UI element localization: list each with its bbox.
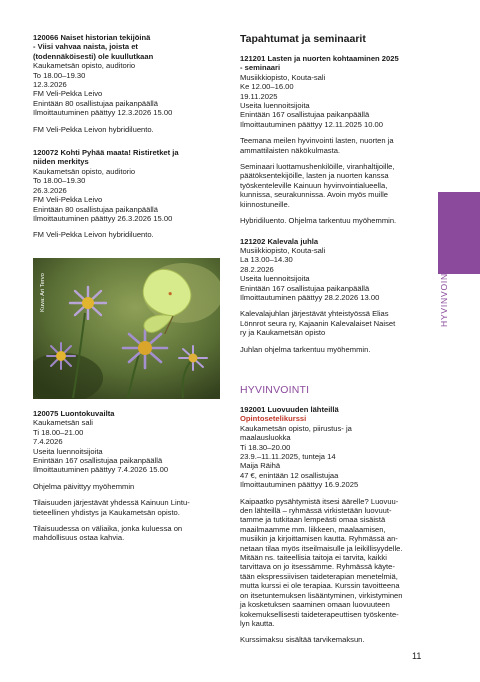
event-note: FM Veli-Pekka Leivon hybridiluento. <box>33 124 154 134</box>
event-description: Kaipaatko pysähtymistä itsesi äärelle? Luovuu- den lähteillä – ryhmässä virkistetään luovuut- tamme ja tutkitaan lempeästi omaa sisäistä maailmaamme mm. liikkeen, maalaamisen, musiikin ja kirjoittamisen kautta. Ryhmässä an- netaan tilaa myös itseilmaisulle ja leikillisyydelle. Mitään ns. taiteellisia taitoja ei tarvita, kaikki tarvittava on jo itsessämme. Ryhmässä käyte- tään ekspressiivisen taideterapian menetelmiä, mutta kurssi ei ole terapiaa. Kurssin tavoitteena on itsetuntemuksen lisääntyminen, virkistyminen ja kosketuksen saaminen omaan luovuuteen kokemuksellisesti taideterapeuttisen työskente- lyn kautta. <box>240 496 403 628</box>
event-time: To 18.00–19.30 <box>33 70 86 80</box>
event-lecturer: FM Veli-Pekka Leivo <box>33 195 103 205</box>
event-capacity: Enintään 167 osallistujaa paikanpäällä <box>240 110 370 120</box>
event-price: 47 €, enintään 12 osallistujaa <box>240 470 339 480</box>
event-title: 121201 Lasten ja nuorten kohtaaminen 2025 - seminaari <box>240 54 399 73</box>
event-teacher: Maija Räihä <box>240 461 281 471</box>
event-note: FM Veli-Pekka Leivon hybridiluento. <box>33 230 154 240</box>
event-120072 <box>33 148 223 240</box>
section-title-events: Tapahtumat ja seminaarit <box>240 33 366 45</box>
left-column-bottom <box>33 409 223 551</box>
course-voucher-label: Opintosetelikurssi <box>240 414 307 424</box>
event-dates: 23.9.–11.11.2025, tunteja 14 <box>240 452 336 461</box>
event-location: Musiikkiopisto, Kouta-sali <box>240 72 326 82</box>
event-time: La 13.00–14.30 <box>240 255 293 265</box>
event-location: Kaukametsän opisto, auditorio <box>33 166 136 176</box>
event-location: Kaukametsän sali <box>33 418 93 428</box>
event-lecturer: Useita luennoitsijoita <box>240 101 310 111</box>
event-deadline: Ilmoittautuminen päättyy 12.11.2025 10.00 <box>240 119 383 129</box>
event-deadline: Ilmoittautuminen päättyy 16.9.2025 <box>240 480 359 490</box>
event-lecturer: Useita luennoitsijoita <box>33 446 103 456</box>
event-capacity: Enintään 167 osallistujaa paikanpäällä <box>33 456 163 466</box>
event-location-room: maalausluokka <box>240 433 291 443</box>
event-note: Hybridiluento. Ohjelma tarkentuu myöhemmin. <box>240 216 397 226</box>
event-fee-note: Kurssimaksu sisältää tarvikemaksun. <box>240 635 365 645</box>
event-title: 192001 Luovuuden lähteillä <box>240 404 339 414</box>
event-time: Ti 18.00–21.00 <box>33 427 84 437</box>
photo-credit: Kuva: Ari Tervo <box>40 273 46 312</box>
left-column <box>33 33 223 248</box>
event-intermission: Tilaisuudessa on väliaika, jonka kuluessa on mahdollisuus ostaa kahvia. <box>33 524 183 543</box>
event-capacity: Enintään 80 osallistujaa paikanpäällä <box>33 204 158 214</box>
event-organizers: Tilaisuuden järjestävät yhdessä Kainuun Lintu- tieteellinen yhdistys ja Kaukametsän opisto. <box>33 498 190 517</box>
event-title: 120066 Naiset historian tekijöinä - Viisi vahvaa naista, joista et (todennäköisesti) ole kuullutkaan <box>33 33 154 61</box>
event-lecturer: FM Veli-Pekka Leivo <box>33 89 103 99</box>
event-time: Ke 12.00–16.00 <box>240 82 294 92</box>
event-location: Kaukametsän opisto, piirustus- ja <box>240 423 352 433</box>
event-note: Juhlan ohjelma tarkentuu myöhemmin. <box>240 344 371 354</box>
butterfly-photo <box>33 258 220 399</box>
event-192001 <box>240 405 416 645</box>
event-lecturer: Useita luennoitsijoita <box>240 274 310 284</box>
event-date: 26.3.2026 <box>33 185 67 195</box>
event-title: 120075 Luontokuvailta <box>33 409 115 418</box>
event-note: Ohjelma päivittyy myöhemmin <box>33 481 135 491</box>
event-time: To 18.00–19.30 <box>33 176 86 186</box>
event-time: Ti 18.30–20.00 <box>240 442 291 452</box>
event-title: 121202 Kalevala juhla <box>240 236 319 246</box>
butterfly-on-flowers-image <box>33 258 220 399</box>
event-120066 <box>33 33 223 134</box>
event-121201 <box>240 54 416 226</box>
event-location: Kaukametsän opisto, auditorio <box>33 61 136 71</box>
page-number: 11 <box>412 651 422 661</box>
event-capacity: Enintään 167 osallistujaa paikanpäällä <box>240 283 370 293</box>
event-date: 28.2.2026 <box>240 264 274 274</box>
event-audience: Seminaari luottamushenkilöille, viranhaltijoille, päätöksentekijöille, lasten ja nuorten kanssa työskenteleville Kainuun hyvinvointialueella, kunnissa, seurakunnissa. Avoin myös muille kiinnostuneille. <box>240 162 395 209</box>
event-120075 <box>33 409 223 543</box>
event-location: Musiikkiopisto, Kouta-sali <box>240 245 326 255</box>
right-column <box>240 33 416 653</box>
event-date: 19.11.2025 <box>240 91 278 101</box>
event-title: 120072 Kohti Pyhää maata! Ristiretket ja niiden merkitys <box>33 148 179 167</box>
event-date: 7.4.2026 <box>33 437 63 447</box>
event-deadline: Ilmoittautuminen päättyy 26.3.2026 15.00 <box>33 213 173 223</box>
event-deadline: Ilmoittautuminen päättyy 12.3.2026 15.00 <box>33 108 173 118</box>
event-deadline: Ilmoittautuminen päättyy 28.2.2026 13.00 <box>240 292 380 302</box>
event-capacity: Enintään 80 osallistujaa paikanpäällä <box>33 98 158 108</box>
event-121202 <box>240 237 416 354</box>
event-deadline: Ilmoittautuminen päättyy 7.4.2026 15.00 <box>33 465 169 475</box>
side-tab-label: HYVINVOINTI <box>439 263 449 327</box>
section-title-wellbeing: HYVINVOINTI <box>240 383 310 396</box>
event-date: 12.3.2026 <box>33 80 67 90</box>
event-organizers: Kalevalajuhlan järjestävät yhteistyössä Elias Lönnrot seura ry, Kajaanin Kalevalaiset Naiset ry ja Kaukametsän opisto <box>240 309 396 338</box>
event-description: Teemana meilen hyvinvointi lasten, nuorten ja ammattilaisten näkökulmasta. <box>240 136 394 155</box>
